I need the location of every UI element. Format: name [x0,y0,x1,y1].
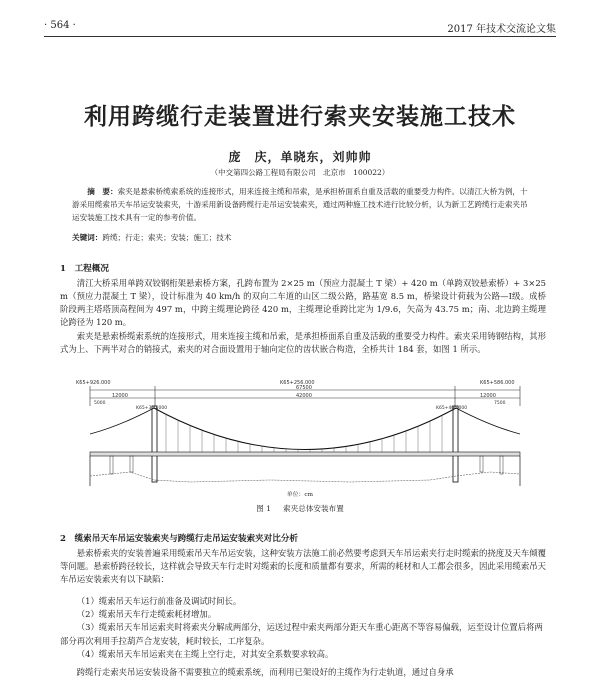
list-item: （3）缆索吊天车吊运索夹时将索夹分解成两部分，运送过程中索夹两部分距天车重心距离不等容易偏载，运至设计位置后将两部分再次利用手拉葫芦合龙安装，耗时较长，工序复杂。 [60,622,543,646]
page-header [44,20,556,37]
list-item: （2）缆索吊天车行走缆索耗材增加。 [76,609,217,620]
abstract-label: 摘 要： [87,187,118,196]
figure-caption-text: 索夹总体安装布置 [283,504,344,513]
abstract [72,186,532,224]
fig-stake-left: K65+926.000 [76,380,111,386]
paper-title: 利用跨缆行走装置进行索夹安装施工技术 [84,103,516,130]
tower-left [152,406,157,482]
fig-dim-side-left: 12000 [112,393,128,399]
fig-stake-tower-right: K65+466.000 [436,406,468,411]
list-item: （1）缆索吊天车运行前准备及调试时间长。 [76,596,242,606]
section-2-paragraph-1: 悬索桥索夹的安装普遍采用缆索吊天车吊运安装，这种安装方法施工前必然要考虑到天车吊运索夹行走时缆索的挠度及天车倾覆等问题。悬索桥跨径较长，这样就会导致天车行走时对缆索的长度和质量都有要求，所需的耗材和人工都会很多，因此采用缆索吊天车吊运安装索夹有以下缺陷： [60,548,546,584]
keywords-text: 跨缆；行走；索夹；安装；施工；技术 [102,233,232,242]
fig-dim-approach-right: 7500 [494,401,506,406]
figure-caption-number: 图 1 [256,504,272,513]
stiffening-girder [90,452,520,456]
section-2-paragraph-2: 跨缆行走索夹吊运安装设备不需要独立的缆索系统，而利用已架设好的主缆作为行走轨道，通过自身承 [76,667,454,677]
pier-right-1 [480,456,483,472]
fig-dim-approach-left: 5000 [94,401,106,406]
figure-caption [0,503,600,514]
keywords [72,232,532,243]
section-1-paragraph-2: 索夹是悬索桥缆索系统的连接形式，用来连接主缆和吊索，是承担桥面系自重及活载的重要受力构件。索夹采用铸钢结构，其形式为上、下两半对合的销接式，索夹的对合面设置用于轴向定位的齿状嵌合构造，全桥共计 184 套，如图 1 所示。 [60,331,546,354]
list-item: （4）缆索吊天车吊运索夹在主缆上空行走，对其安全系数要求较高。 [76,648,334,659]
abstract-text: 索夹是悬索桥缆索系统的连接形式，用来连接主缆和吊索，是承担桥面系自重及活载的重要受力构件。以清江大桥为例，十游采用缆索吊天车吊运安装索夹，十游采用新设备跨缆行走吊运安装索夹，通过两种施工技术进行比较分析，认为新工艺跨缆行走索夹吊运安装施工技术具有一定的参考价值。 [72,187,528,222]
fig-stake-mid: K65+256.000 [280,380,315,386]
section-2-list [60,595,546,661]
pier-left-1 [110,456,113,474]
page-number: · 564 · [44,20,76,31]
tower-right [453,406,458,482]
section-2-title: 2 缆索吊天车吊运安装索夹与跨缆行走吊运安装索夹对比分析 [60,534,299,544]
side-cable-left [90,408,154,434]
section-1-title: 1 工程概况 [60,264,109,274]
paper-authors: 庞 庆，单晓东，刘帅帅 [228,150,372,164]
fig-dim-side-right: 12000 [480,393,496,399]
fig-stake-right: K65+586.000 [480,380,515,386]
pier-left-2 [130,456,133,472]
figure-unit: 单位：cm [286,492,314,498]
fig-dim-total: 67500 [296,385,312,391]
journal-name: 2017 年技术交流论文集 [447,24,556,35]
section-1-paragraph-1: 清江大桥采用单跨双铰钢桁架悬索桥方案，孔跨布置为 2×25 m（预应力混凝土 T 梁）+ 420 m（单跨双铰悬索桥）+ 3×25 m（预应力混凝土 T 梁），设计标准为 40 km/h 的双向二车道的山区二级公路，路基宽 8.5 m，桥梁设计荷载为公路—Ⅰ级。成桥阶段两主塔塔顶高程间为 497 m，中跨主缆理论跨径 420 m，主缆理论垂跨比定为 1/9.6，矢高为 43.75 m；南、北边跨主缆理论跨径为 120 m。 [60,278,546,327]
main-cable [154,408,456,450]
pier-right-2 [500,456,503,474]
side-cable-right [456,408,520,434]
terrain-profile [90,472,520,482]
keywords-label: 关键词： [72,233,103,242]
author-affiliation: （中交第四公路工程局有限公司 北京市 100022） [210,168,390,177]
bridge-elevation-figure [70,376,540,490]
fig-stake-tower-left: K65+300.000 [136,406,168,411]
fig-dim-mid: 42000 [296,393,312,399]
